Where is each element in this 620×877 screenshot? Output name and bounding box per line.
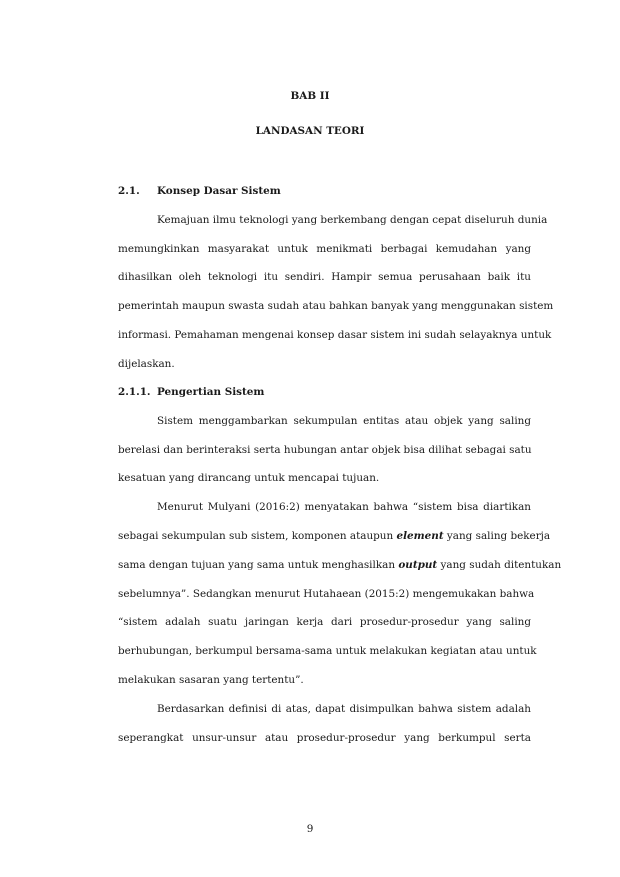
paragraph-line: seperangkat unsur-unsur atau prosedur-prosedur yang berkumpul serta: [118, 732, 531, 744]
paragraph-line: melakukan sasaran yang tertentu”.: [118, 674, 304, 686]
section-number: 2.1.: [118, 185, 140, 197]
paragraph-line: informasi. Pemahaman mengenai konsep dasar sistem ini sudah selayaknya untuk: [118, 329, 552, 341]
emphasis-term: element: [396, 530, 444, 542]
section-number: 2.1.1.: [118, 386, 151, 398]
paragraph-line: berhubungan, berkumpul bersama-sama untuk melakukan kegiatan atau untuk: [118, 645, 537, 657]
chapter-title: LANDASAN TEORI: [255, 125, 365, 137]
paragraph-line: memungkinkan masyarakat untuk menikmati berbagai kemudahan yang: [118, 243, 531, 255]
paragraph-line: dijelaskan.: [118, 358, 175, 370]
paragraph-line: dihasilkan oleh teknologi itu sendiri. Hampir semua perusahaan baik itu: [118, 271, 531, 283]
paragraph-line: sebelumnya”. Sedangkan menurut Hutahaean (2015:2) mengemukakan bahwa: [118, 588, 535, 600]
paragraph-line: Sistem menggambarkan sekumpulan entitas atau objek yang saling: [157, 415, 531, 427]
paragraph-line: berelasi dan berinteraksi serta hubungan antar objek bisa dilihat sebagai satu: [118, 444, 532, 456]
emphasis-term: output: [398, 559, 438, 571]
paragraph-line: Berdasarkan definisi di atas, dapat disimpulkan bahwa sistem adalah: [157, 703, 531, 715]
paragraph-line: pemerintah maupun swasta sudah atau bahkan banyak yang menggunakan sistem: [118, 300, 554, 312]
paragraph-line: sebagai sekumpulan sub sistem, komponen ataupun element yang saling bekerja: [118, 530, 551, 542]
paragraph-line: sama dengan tujuan yang sama untuk menghasilkan output yang sudah ditentukan: [118, 559, 562, 571]
chapter-label: BAB II: [290, 90, 330, 102]
paragraph-line: Kemajuan ilmu teknologi yang berkembang dengan cepat diseluruh dunia: [157, 214, 548, 226]
section-title: Pengertian Sistem: [157, 386, 265, 398]
paragraph-line: “sistem adalah suatu jaringan kerja dari prosedur-prosedur yang saling: [118, 616, 531, 628]
paragraph-line: Menurut Mulyani (2016:2) menyatakan bahwa “sistem bisa diartikan: [157, 501, 531, 513]
page-number: 9: [306, 823, 314, 835]
section-title: Konsep Dasar Sistem: [157, 185, 281, 197]
paragraph-line: kesatuan yang dirancang untuk mencapai tujuan.: [118, 472, 380, 484]
